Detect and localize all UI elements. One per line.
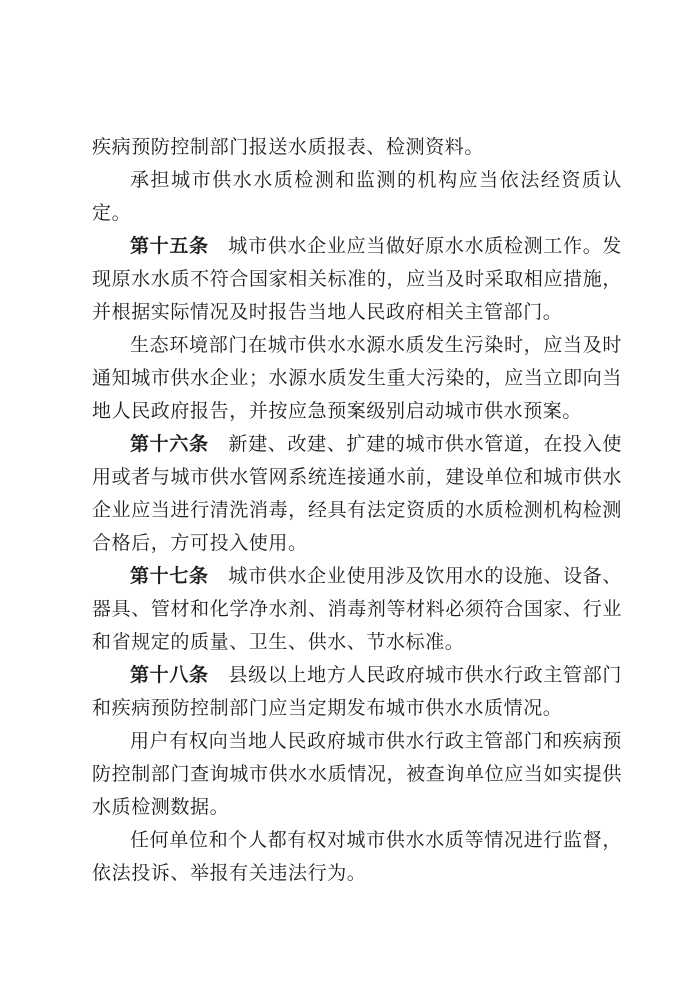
article-number: 第十八条: [130, 665, 209, 686]
paragraph: [92, 164, 622, 230]
paragraph-text: 生态环境部门在城市供水水源水质发生污染时，应当及时通知城市供水企业；水源水质发生重大污染的，应当立即向当地人民政府报告，并按应急预案级别启动城市供水预案。: [92, 335, 622, 422]
paragraph-article-15: [92, 230, 622, 329]
paragraph-text: 县级以上地方人民政府城市供水行政主管部门和疾病预防控制部门应当定期发布城市供水水质情况。: [92, 665, 622, 719]
paragraph-article-16: [92, 428, 622, 560]
paragraph-article-17: [92, 560, 622, 659]
paragraph-text: 城市供水企业使用涉及饮用水的设施、设备、器具、管材和化学净水剂、消毒剂等材料必须符合国家、行业和省规定的质量、卫生、供水、节水标准。: [92, 566, 622, 653]
paragraph-text: 新建、改建、扩建的城市供水管道，在投入使用或者与城市供水管网系统连接通水前，建设单位和城市供水企业应当进行清洗消毒，经具有法定资质的水质检测机构检测合格后，方可投入使用。: [92, 434, 622, 554]
paragraph-text: 承担城市供水水质检测和监测的机构应当依法经资质认定。: [92, 170, 622, 224]
document-body: [92, 131, 622, 890]
article-number: 第十六条: [130, 434, 209, 455]
paragraph-text: 城市供水企业应当做好原水水质检测工作。发现原水水质不符合国家相关标准的，应当及时采取相应措施，并根据实际情况及时报告当地人民政府相关主管部门。: [92, 236, 622, 323]
paragraph-text: 任何单位和个人都有权对城市供水水质等情况进行监督，依法投诉、举报有关违法行为。: [92, 830, 622, 884]
paragraph-text: 疾病预防控制部门报送水质报表、检测资料。: [92, 137, 485, 158]
paragraph: [92, 329, 622, 428]
paragraph-continuation: [92, 131, 622, 164]
paragraph: [92, 725, 622, 824]
paragraph-article-18: [92, 659, 622, 725]
article-number: 第十七条: [130, 566, 209, 587]
paragraph: [92, 824, 622, 890]
paragraph-text: 用户有权向当地人民政府城市供水行政主管部门和疾病预防控制部门查询城市供水水质情况，被查询单位应当如实提供水质检测数据。: [92, 731, 622, 818]
article-number: 第十五条: [130, 236, 209, 257]
